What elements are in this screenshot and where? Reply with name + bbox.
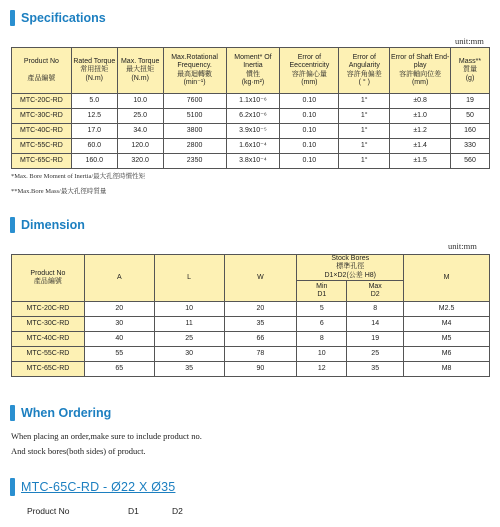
spec-cell: 1°: [339, 109, 390, 124]
dim-cell: 40: [84, 332, 154, 347]
spec-cell: 2350: [163, 154, 226, 169]
spec-cell: 17.0: [71, 124, 117, 139]
label-product-no: Product No: [27, 506, 70, 516]
dim-cell: M5: [404, 332, 490, 347]
dim-cell: 20: [224, 302, 297, 317]
section-marker: [10, 478, 15, 496]
spec-cell: ±0.8: [390, 94, 451, 109]
dimension-table: [11, 254, 490, 377]
dim-cell: M6: [404, 347, 490, 362]
dim-header-min: Min D1: [297, 281, 347, 302]
spec-cell: 25.0: [117, 109, 163, 124]
section-marker: [10, 10, 15, 26]
spec-cell-product: MTC-65C-RD: [12, 154, 72, 169]
dim-cell: 25: [154, 332, 224, 347]
ordering-section-heading: [10, 404, 111, 422]
spec-header-product: Product No 產品編號: [12, 48, 72, 94]
dim-row: [12, 317, 490, 332]
spec-cell: 7600: [163, 94, 226, 109]
spec-cell: ±1.5: [390, 154, 451, 169]
ordering-line-1: When placing an order,make sure to include product no.: [11, 431, 202, 441]
spec-cell: 1°: [339, 139, 390, 154]
dim-cell-product: MTC-65C-RD: [12, 362, 85, 377]
spec-section-heading: [10, 9, 106, 27]
dim-row: [12, 332, 490, 347]
spec-cell: 0.10: [280, 109, 339, 124]
dim-cell-product: MTC-20C-RD: [12, 302, 85, 317]
spec-header-max-torque: Max. Torque 最大扭矩 (N.m): [117, 48, 163, 94]
spec-header-max-frequency: Max.Rotational Frequency. 最高迴轉數 (min⁻¹): [163, 48, 226, 94]
spec-cell: 3.9x10⁻⁵: [226, 124, 280, 139]
dim-row: [12, 347, 490, 362]
spec-cell: 50: [451, 109, 490, 124]
spec-cell: ±1.4: [390, 139, 451, 154]
dim-cell: 66: [224, 332, 297, 347]
label-d2: D2: [172, 506, 183, 516]
dim-cell: 55: [84, 347, 154, 362]
dim-header-max: Max D2: [347, 281, 404, 302]
spec-cell: 1°: [339, 94, 390, 109]
section-marker: [10, 405, 15, 421]
spec-cell: 1°: [339, 154, 390, 169]
spec-cell: 5100: [163, 109, 226, 124]
dim-cell: 19: [347, 332, 404, 347]
spec-table: [11, 47, 490, 169]
dim-cell: 90: [224, 362, 297, 377]
spec-cell: 160.0: [71, 154, 117, 169]
dim-cell: 8: [297, 332, 347, 347]
dim-row: [12, 302, 490, 317]
spec-cell: 60.0: [71, 139, 117, 154]
dim-cell: 5: [297, 302, 347, 317]
dim-header-stock-bores: Stock Bores 標準孔徑 D1×D2(公差 H8): [297, 255, 404, 281]
dim-cell: 78: [224, 347, 297, 362]
dim-header-product: Product No 產品編號: [12, 255, 85, 302]
spec-cell: 330: [451, 139, 490, 154]
spec-cell: 0.10: [280, 154, 339, 169]
spec-header-eccentricity: Error of Eeccentricity 容許偏心量 (mm): [280, 48, 339, 94]
dim-cell: 6: [297, 317, 347, 332]
dim-cell-product: MTC-30C-RD: [12, 317, 85, 332]
spec-cell: 560: [451, 154, 490, 169]
dim-cell: 35: [154, 362, 224, 377]
dim-cell: M2.5: [404, 302, 490, 317]
spec-note-inertia: *Max. Bore Moment of Inertia/最大孔徑時慣性矩: [11, 173, 146, 180]
spec-cell: 2800: [163, 139, 226, 154]
label-d1: D1: [128, 506, 139, 516]
dim-cell-product: MTC-40C-RD: [12, 332, 85, 347]
spec-cell: 0.10: [280, 139, 339, 154]
spec-cell: 160: [451, 124, 490, 139]
spec-cell: ±1.2: [390, 124, 451, 139]
dim-cell: M4: [404, 317, 490, 332]
spec-cell: 0.10: [280, 94, 339, 109]
dim-cell: 35: [347, 362, 404, 377]
spec-cell: 19: [451, 94, 490, 109]
spec-cell: 34.0: [117, 124, 163, 139]
spec-cell: 3.8x10⁻⁴: [226, 154, 280, 169]
dim-cell: 11: [154, 317, 224, 332]
ordering-title: When Ordering: [21, 406, 112, 420]
dim-cell: 8: [347, 302, 404, 317]
dim-cell: 65: [84, 362, 154, 377]
spec-cell: 5.0: [71, 94, 117, 109]
dim-cell: 12: [297, 362, 347, 377]
spec-note-mass: **Max.Bore Mass/最大孔徑時質量: [11, 188, 107, 195]
spec-cell: 0.10: [280, 124, 339, 139]
spec-cell: 10.0: [117, 94, 163, 109]
spec-header-angularity: Error of Angularity 容許角偏差 ( ° ): [339, 48, 390, 94]
spec-cell: 120.0: [117, 139, 163, 154]
dim-cell: 30: [154, 347, 224, 362]
spec-row: [12, 139, 490, 154]
dim-cell: 20: [84, 302, 154, 317]
spec-cell-product: MTC-55C-RD: [12, 139, 72, 154]
spec-row: [12, 94, 490, 109]
spec-row: [12, 109, 490, 124]
spec-cell-product: MTC-20C-RD: [12, 94, 72, 109]
spec-header-rated-torque: Rated Torque 常用扭矩 (N.m): [71, 48, 117, 94]
dim-cell: 30: [84, 317, 154, 332]
dim-header-m: M: [404, 255, 490, 302]
spec-cell: ±1.0: [390, 109, 451, 124]
spec-cell: 1°: [339, 124, 390, 139]
spec-cell: 320.0: [117, 154, 163, 169]
spec-cell-product: MTC-30C-RD: [12, 109, 72, 124]
dim-row: [12, 362, 490, 377]
dim-header-w: W: [224, 255, 297, 302]
spec-cell-product: MTC-40C-RD: [12, 124, 72, 139]
spec-cell: 1.6x10⁻⁴: [226, 139, 280, 154]
spec-unit: unit:mm: [455, 36, 484, 46]
spec-row: [12, 154, 490, 169]
spec-cell: 3800: [163, 124, 226, 139]
dim-cell: 10: [297, 347, 347, 362]
order-example-code: MTC-65C-RD - Ø22 X Ø35: [21, 480, 176, 494]
dimension-unit: unit:mm: [448, 241, 477, 251]
dim-cell: 35: [224, 317, 297, 332]
section-marker: [10, 217, 15, 233]
spec-header-moment-of-inertia: Moment* Of Inertia 慣性 (kg·m²): [226, 48, 280, 94]
order-example: [10, 477, 175, 497]
dim-header-a: A: [84, 255, 154, 302]
dim-cell-product: MTC-55C-RD: [12, 347, 85, 362]
spec-cell: 6.2x10⁻⁶: [226, 109, 280, 124]
dimension-title: Dimension: [21, 218, 85, 232]
spec-header-shaft-endplay: Error of Shaft End-play 容許軸向位差 (mm): [390, 48, 451, 94]
spec-cell: 1.1x10⁻⁶: [226, 94, 280, 109]
dimension-section-heading: [10, 216, 85, 234]
spec-header-mass: Mass** 質量 (g): [451, 48, 490, 94]
dim-cell: 25: [347, 347, 404, 362]
spec-row: [12, 124, 490, 139]
dim-cell: M8: [404, 362, 490, 377]
spec-title: Specifications: [21, 11, 106, 25]
spec-cell: 12.5: [71, 109, 117, 124]
ordering-line-2: And stock bores(both sides) of product.: [11, 446, 146, 456]
dim-cell: 14: [347, 317, 404, 332]
dim-cell: 10: [154, 302, 224, 317]
dim-header-l: L: [154, 255, 224, 302]
